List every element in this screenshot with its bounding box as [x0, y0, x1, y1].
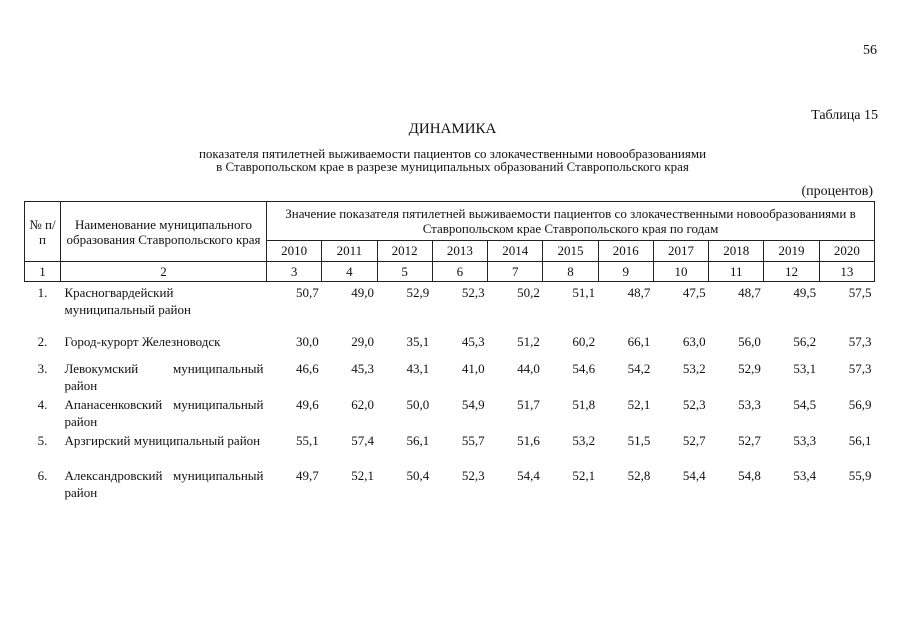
year-header: 2013 [432, 241, 487, 262]
column-number: 12 [764, 262, 819, 282]
value-cell: 50,2 [517, 285, 540, 300]
header-number: № п/п [25, 202, 61, 262]
value-cell: 53,3 [793, 433, 817, 448]
table-row [25, 430, 875, 465]
column-number: 4 [322, 262, 377, 282]
value-cell: 51,7 [517, 397, 540, 412]
municipality-name: Город-курорт Железноводск [64, 334, 221, 349]
column-number: 8 [543, 262, 598, 282]
value-cell: 57,3 [848, 334, 872, 349]
value-cell: 56,1 [406, 433, 430, 448]
value-cell: 52,1 [572, 468, 596, 483]
value-cell: 66,1 [627, 334, 651, 349]
year-header: 2020 [819, 241, 874, 262]
value-cell: 57,4 [351, 433, 375, 448]
municipality-name: Красногвардейский муниципальный район [64, 285, 191, 317]
value-cell: 52,7 [682, 433, 706, 448]
document-subtitle [0, 147, 905, 173]
value-cell: 55,1 [296, 433, 319, 448]
year-header: 2010 [267, 241, 322, 262]
value-cell: 50,7 [296, 285, 319, 300]
value-cell: 57,3 [848, 361, 872, 376]
table-row [25, 282, 875, 332]
year-header: 2011 [322, 241, 377, 262]
value-cell: 51,6 [517, 433, 540, 448]
value-cell: 54,2 [627, 361, 651, 376]
row-number: 3. [37, 361, 48, 376]
value-cell: 47,5 [682, 285, 706, 300]
value-cell: 52,3 [682, 397, 706, 412]
row-number: 4. [37, 397, 48, 412]
column-number: 10 [653, 262, 708, 282]
value-cell: 51,5 [627, 433, 651, 448]
value-cell: 52,3 [461, 285, 485, 300]
value-cell: 56,0 [738, 334, 761, 349]
value-cell: 54,8 [738, 468, 761, 483]
value-cell: 52,9 [406, 285, 430, 300]
value-cell: 29,0 [351, 334, 375, 349]
value-cell: 55,7 [461, 433, 485, 448]
year-header: 2017 [653, 241, 708, 262]
value-cell: 52,8 [627, 468, 651, 483]
value-cell: 45,3 [351, 361, 375, 376]
value-cell: 52,3 [461, 468, 485, 483]
value-cell: 53,2 [572, 433, 596, 448]
municipality-name: Апанасенковский муниципальный район [64, 397, 264, 429]
value-cell: 57,5 [848, 285, 872, 300]
value-cell: 53,4 [793, 468, 817, 483]
value-cell: 54,4 [682, 468, 706, 483]
header-indicator-value: Значение показателя пятилетней выживаемости пациентов со злокачественными новообразованиями в Ставропольском крае Ставропольского края по годам [267, 202, 875, 241]
value-cell: 50,0 [406, 397, 430, 412]
column-number: 11 [709, 262, 764, 282]
value-cell: 49,7 [296, 468, 319, 483]
subtitle-line: показателя пятилетней выживаемости пациентов со злокачественными новообразованиями [198, 146, 707, 161]
value-cell: 48,7 [627, 285, 651, 300]
column-number: 2 [61, 262, 267, 282]
value-cell: 56,9 [848, 397, 872, 412]
header-municipality: Наименование муниципального образования Ставропольского края [61, 202, 267, 262]
value-cell: 46,6 [296, 361, 319, 376]
value-cell: 60,2 [572, 334, 596, 349]
value-cell: 41,0 [461, 361, 485, 376]
municipality-name: Александровский муниципальный район [64, 468, 264, 500]
row-number: 6. [37, 468, 48, 483]
value-cell: 51,2 [517, 334, 540, 349]
value-cell: 48,7 [738, 285, 761, 300]
value-cell: 62,0 [351, 397, 375, 412]
units-label: (процентов) [801, 184, 873, 199]
value-cell: 30,0 [296, 334, 319, 349]
year-header: 2012 [377, 241, 432, 262]
column-number: 1 [25, 262, 61, 282]
value-cell: 52,9 [738, 361, 761, 376]
column-number: 7 [488, 262, 543, 282]
column-number: 13 [819, 262, 874, 282]
row-number: 5. [37, 433, 48, 448]
value-cell: 49,0 [351, 285, 375, 300]
column-number: 6 [432, 262, 487, 282]
year-header: 2015 [543, 241, 598, 262]
table-row [25, 331, 875, 358]
value-cell: 52,1 [351, 468, 375, 483]
value-cell: 50,4 [406, 468, 430, 483]
row-number: 2. [37, 334, 48, 349]
value-cell: 55,9 [848, 468, 872, 483]
value-cell: 63,0 [682, 334, 706, 349]
value-cell: 54,5 [793, 397, 817, 412]
page-number: 56 [863, 43, 877, 58]
value-cell: 54,6 [572, 361, 596, 376]
value-cell: 53,3 [738, 397, 761, 412]
value-cell: 56,1 [848, 433, 872, 448]
value-cell: 43,1 [406, 361, 430, 376]
value-cell: 49,6 [296, 397, 319, 412]
value-cell: 45,3 [461, 334, 485, 349]
column-number: 9 [598, 262, 653, 282]
table-body [25, 282, 875, 502]
table-row [25, 394, 875, 430]
year-header: 2016 [598, 241, 653, 262]
year-header: 2019 [764, 241, 819, 262]
municipality-name: Арзгирский муниципальный район [64, 433, 261, 448]
value-cell: 51,8 [572, 397, 596, 412]
value-cell: 54,4 [517, 468, 540, 483]
value-cell: 53,2 [682, 361, 706, 376]
value-cell: 35,1 [406, 334, 430, 349]
column-number: 5 [377, 262, 432, 282]
value-cell: 52,7 [738, 433, 761, 448]
subtitle-line: в Ставропольском крае в разрезе муниципальных образований Ставропольского края [216, 159, 689, 174]
municipality-name: Левокумский муниципальный район [64, 361, 264, 393]
document-title: ДИНАМИКА [408, 121, 497, 137]
column-numbers-row [25, 262, 875, 282]
row-number: 1. [37, 285, 48, 300]
year-header: 2018 [709, 241, 764, 262]
survival-rate-table [24, 201, 875, 501]
year-header: 2014 [488, 241, 543, 262]
table-label: Таблица 15 [811, 108, 878, 123]
value-cell: 52,1 [627, 397, 651, 412]
value-cell: 54,9 [461, 397, 485, 412]
value-cell: 49,5 [793, 285, 817, 300]
table-row [25, 465, 875, 501]
value-cell: 56,2 [793, 334, 817, 349]
value-cell: 53,1 [793, 361, 817, 376]
column-number: 3 [267, 262, 322, 282]
table-row [25, 358, 875, 394]
value-cell: 44,0 [517, 361, 540, 376]
value-cell: 51,1 [572, 285, 596, 300]
